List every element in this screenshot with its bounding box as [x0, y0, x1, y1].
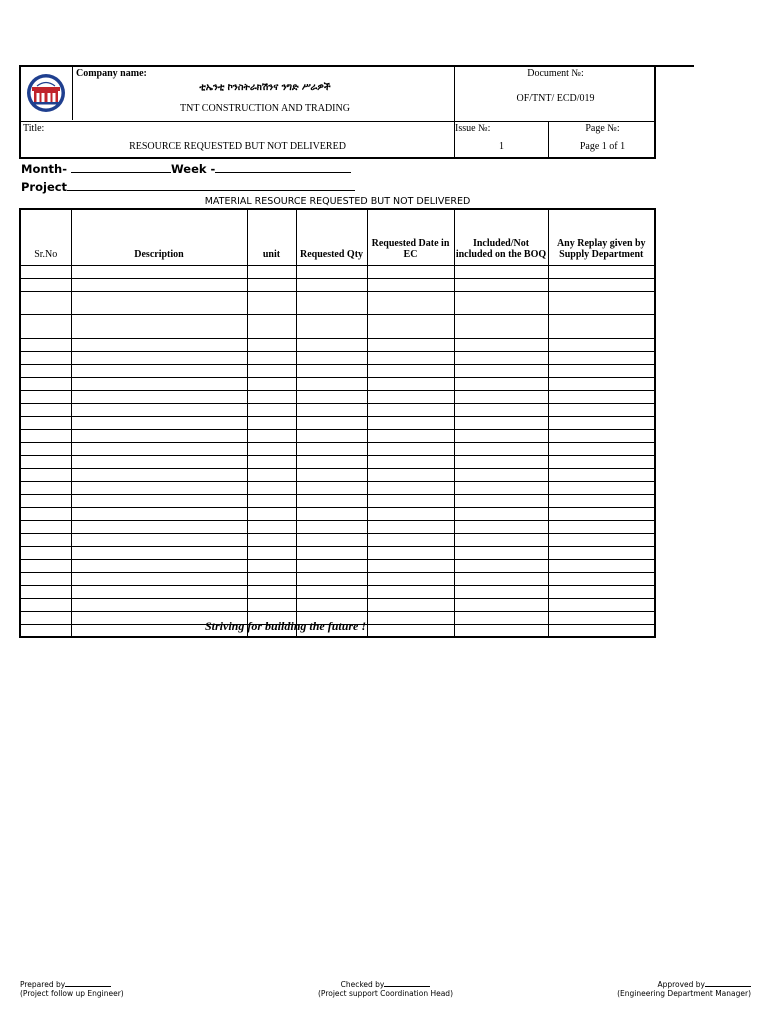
table-cell[interactable]	[548, 416, 655, 429]
table-cell[interactable]	[367, 598, 454, 611]
table-cell[interactable]	[296, 390, 367, 403]
table-cell[interactable]	[247, 455, 296, 468]
table-cell[interactable]	[71, 416, 247, 429]
table-cell[interactable]	[20, 338, 71, 351]
table-cell[interactable]	[454, 585, 548, 598]
table-cell[interactable]	[367, 442, 454, 455]
table-cell[interactable]	[71, 403, 247, 416]
prepared-by-role: (Project follow up Engineer)	[20, 989, 124, 998]
table-cell[interactable]	[71, 351, 247, 364]
table-cell[interactable]	[247, 265, 296, 278]
table-row	[20, 265, 655, 278]
col-header-unit: unit	[247, 209, 296, 265]
table-cell[interactable]	[367, 533, 454, 546]
table-cell[interactable]	[367, 338, 454, 351]
table-cell[interactable]	[454, 455, 548, 468]
table-row	[20, 520, 655, 533]
table-cell[interactable]	[367, 494, 454, 507]
table-cell[interactable]	[20, 572, 71, 585]
table-cell[interactable]	[367, 403, 454, 416]
table-cell[interactable]	[548, 442, 655, 455]
table-row	[20, 403, 655, 416]
table-cell[interactable]	[71, 442, 247, 455]
company-logo	[26, 73, 66, 113]
table-cell[interactable]	[296, 416, 367, 429]
checked-by-signature-line[interactable]	[384, 979, 430, 987]
table-cell[interactable]	[20, 442, 71, 455]
table-cell[interactable]	[247, 338, 296, 351]
table-cell[interactable]	[296, 364, 367, 377]
table-cell[interactable]	[454, 481, 548, 494]
table-cell[interactable]	[71, 390, 247, 403]
table-cell[interactable]	[454, 390, 548, 403]
table-cell[interactable]	[454, 546, 548, 559]
table-cell[interactable]	[247, 429, 296, 442]
table-cell[interactable]	[20, 351, 71, 364]
project-label: Project	[21, 180, 68, 194]
table-cell[interactable]	[296, 377, 367, 390]
table-cell[interactable]	[71, 377, 247, 390]
table-cell[interactable]	[548, 338, 655, 351]
table-cell[interactable]	[454, 598, 548, 611]
table-cell[interactable]	[20, 390, 71, 403]
table-cell[interactable]	[454, 468, 548, 481]
table-cell[interactable]	[454, 507, 548, 520]
table-cell[interactable]	[71, 265, 247, 278]
table-cell[interactable]	[247, 468, 296, 481]
table-cell[interactable]	[247, 598, 296, 611]
table-cell[interactable]	[367, 351, 454, 364]
col-header-requested-date: Requested Date in EC	[367, 209, 454, 265]
table-cell[interactable]	[548, 278, 655, 291]
table-cell[interactable]	[454, 416, 548, 429]
issue-number: 1	[499, 141, 504, 152]
col-header-sr-no: Sr.No	[20, 209, 71, 265]
table-cell[interactable]	[454, 338, 548, 351]
table-cell[interactable]	[20, 429, 71, 442]
table-cell[interactable]	[20, 494, 71, 507]
table-cell[interactable]	[367, 364, 454, 377]
table-cell[interactable]	[247, 520, 296, 533]
table-cell[interactable]	[548, 585, 655, 598]
table-cell[interactable]	[71, 468, 247, 481]
table-cell[interactable]	[20, 265, 71, 278]
table-cell[interactable]	[20, 481, 71, 494]
table-cell[interactable]	[367, 278, 454, 291]
table-cell[interactable]	[296, 338, 367, 351]
table-cell[interactable]	[296, 572, 367, 585]
table-cell[interactable]	[367, 481, 454, 494]
table-cell[interactable]	[367, 572, 454, 585]
table-cell[interactable]	[20, 624, 71, 637]
table-row	[20, 351, 655, 364]
table-cell[interactable]	[247, 390, 296, 403]
table-cell[interactable]	[367, 546, 454, 559]
document-number-label: Document №:	[527, 68, 584, 79]
table-row	[20, 314, 655, 338]
table-cell[interactable]	[247, 572, 296, 585]
table-cell[interactable]	[20, 403, 71, 416]
table-cell[interactable]	[454, 403, 548, 416]
table-row	[20, 364, 655, 377]
col-header-requested-qty: Requested Qty	[296, 209, 367, 265]
table-cell[interactable]	[20, 416, 71, 429]
table-cell[interactable]	[367, 468, 454, 481]
table-cell[interactable]	[367, 429, 454, 442]
table-row	[20, 442, 655, 455]
table-row	[20, 572, 655, 585]
table-cell[interactable]	[71, 291, 247, 314]
checked-by-label: Checked by	[340, 980, 385, 989]
table-row	[20, 598, 655, 611]
page-label: Page №:	[585, 123, 620, 134]
table-cell[interactable]	[296, 533, 367, 546]
table-row	[20, 481, 655, 494]
table-cell[interactable]	[454, 611, 548, 624]
table-cell[interactable]	[71, 598, 247, 611]
table-row	[20, 278, 655, 291]
table-cell[interactable]	[296, 278, 367, 291]
table-cell[interactable]	[71, 559, 247, 572]
table-cell[interactable]	[367, 314, 454, 338]
table-cell[interactable]	[71, 364, 247, 377]
table-cell[interactable]	[71, 494, 247, 507]
table-cell[interactable]	[20, 455, 71, 468]
title-label: Title:	[23, 123, 45, 134]
table-cell[interactable]	[548, 481, 655, 494]
table-cell[interactable]	[548, 624, 655, 637]
table-row	[20, 416, 655, 429]
table-cell[interactable]	[548, 314, 655, 338]
table-cell[interactable]	[367, 624, 454, 637]
table-cell[interactable]	[296, 598, 367, 611]
table-cell[interactable]	[20, 364, 71, 377]
table-cell[interactable]	[247, 351, 296, 364]
table-cell[interactable]	[548, 455, 655, 468]
table-row	[20, 585, 655, 598]
prepared-by-label: Prepared by	[20, 980, 66, 989]
table-cell[interactable]	[454, 265, 548, 278]
table-cell[interactable]	[296, 291, 367, 314]
month-label: Month-	[21, 162, 67, 176]
table-cell[interactable]	[247, 559, 296, 572]
company-name-amharic: ቲኤንቲ ኮንስትራክሽንና ንግድ ሥራዎች	[199, 82, 331, 93]
table-cell[interactable]	[454, 442, 548, 455]
table-cell[interactable]	[548, 390, 655, 403]
table-cell[interactable]	[548, 520, 655, 533]
table-cell[interactable]	[548, 546, 655, 559]
table-cell[interactable]	[548, 403, 655, 416]
table-cell[interactable]	[20, 559, 71, 572]
table-cell[interactable]	[296, 314, 367, 338]
table-cell[interactable]	[548, 468, 655, 481]
table-cell[interactable]	[296, 494, 367, 507]
table-cell[interactable]	[548, 507, 655, 520]
table-cell[interactable]	[20, 611, 71, 624]
table-cell[interactable]	[71, 455, 247, 468]
table-cell[interactable]	[20, 314, 71, 338]
table-row	[20, 559, 655, 572]
table-cell[interactable]	[367, 611, 454, 624]
table-cell[interactable]	[247, 546, 296, 559]
header-row-divider	[21, 121, 654, 122]
document-header	[19, 65, 656, 159]
company-name-english: TNT CONSTRUCTION AND TRADING	[180, 103, 350, 114]
col-header-included-boq: Included/Not included on the BOQ	[454, 209, 548, 265]
table-cell[interactable]	[296, 507, 367, 520]
table-cell[interactable]	[71, 585, 247, 598]
table-cell[interactable]	[454, 624, 548, 637]
table-cell[interactable]	[71, 572, 247, 585]
table-cell[interactable]	[454, 572, 548, 585]
table-cell[interactable]	[247, 585, 296, 598]
table-cell[interactable]	[296, 351, 367, 364]
table-cell[interactable]	[296, 429, 367, 442]
table-row	[20, 507, 655, 520]
table-header-row	[20, 209, 655, 265]
table-cell[interactable]	[247, 494, 296, 507]
table-cell[interactable]	[454, 429, 548, 442]
table-row	[20, 377, 655, 390]
table-cell[interactable]	[296, 265, 367, 278]
table-cell[interactable]	[548, 572, 655, 585]
table-cell[interactable]	[367, 520, 454, 533]
page-number: Page 1 of 1	[579, 141, 626, 152]
table-cell[interactable]	[454, 494, 548, 507]
table-body	[20, 265, 655, 637]
logo-divider	[72, 67, 73, 120]
table-cell[interactable]	[71, 429, 247, 442]
table-cell[interactable]	[296, 559, 367, 572]
approved-by-role: (Engineering Department Manager)	[617, 989, 751, 998]
table-cell[interactable]	[20, 468, 71, 481]
table-cell[interactable]	[454, 291, 548, 314]
table-cell[interactable]	[247, 533, 296, 546]
table-cell[interactable]	[548, 559, 655, 572]
table-cell[interactable]	[548, 351, 655, 364]
table-cell[interactable]	[71, 481, 247, 494]
table-cell[interactable]	[71, 278, 247, 291]
table-row	[20, 494, 655, 507]
table-cell[interactable]	[367, 559, 454, 572]
table-cell[interactable]	[20, 520, 71, 533]
document-title: RESOURCE REQUESTED BUT NOT DELIVERED	[129, 141, 346, 152]
table-cell[interactable]	[247, 364, 296, 377]
table-cell[interactable]	[296, 442, 367, 455]
table-cell[interactable]	[367, 377, 454, 390]
week-label: Week -	[171, 162, 216, 176]
table-caption: MATERIAL RESOURCE REQUESTED BUT NOT DELIVERED	[204, 196, 471, 207]
table-cell[interactable]	[548, 533, 655, 546]
company-slogan: Striving for building the future !	[205, 619, 367, 633]
table-cell[interactable]	[247, 291, 296, 314]
table-cell[interactable]	[296, 455, 367, 468]
table-cell[interactable]	[367, 507, 454, 520]
table-cell[interactable]	[367, 585, 454, 598]
table-cell[interactable]	[367, 416, 454, 429]
table-cell[interactable]	[548, 291, 655, 314]
col-header-description: Description	[71, 209, 247, 265]
table-cell[interactable]	[296, 585, 367, 598]
table-cell[interactable]	[247, 442, 296, 455]
issue-label: Issue №:	[455, 123, 491, 134]
table-cell[interactable]	[454, 314, 548, 338]
table-cell[interactable]	[247, 507, 296, 520]
table-row	[20, 390, 655, 403]
table-cell[interactable]	[71, 507, 247, 520]
table-row	[20, 455, 655, 468]
table-cell[interactable]	[247, 377, 296, 390]
table-cell[interactable]	[71, 533, 247, 546]
table-cell[interactable]	[296, 520, 367, 533]
table-cell[interactable]	[71, 338, 247, 351]
table-cell[interactable]	[548, 598, 655, 611]
table-cell[interactable]	[367, 265, 454, 278]
table-cell[interactable]	[296, 403, 367, 416]
table-row	[20, 291, 655, 314]
prepared-by-block	[20, 979, 124, 998]
table-row	[20, 338, 655, 351]
table-cell[interactable]	[548, 265, 655, 278]
document-number: OF/TNT/ ECD/019	[516, 93, 595, 104]
table-cell[interactable]	[247, 278, 296, 291]
table-cell[interactable]	[548, 377, 655, 390]
table-cell[interactable]	[20, 377, 71, 390]
table-cell[interactable]	[20, 278, 71, 291]
approved-by-block	[617, 979, 751, 998]
table-cell[interactable]	[247, 403, 296, 416]
table-cell[interactable]	[454, 559, 548, 572]
table-cell[interactable]	[71, 520, 247, 533]
project-line	[21, 178, 355, 194]
table-cell[interactable]	[20, 507, 71, 520]
table-cell[interactable]	[20, 598, 71, 611]
table-cell[interactable]	[20, 546, 71, 559]
table-row	[20, 429, 655, 442]
month-week-line	[21, 160, 351, 176]
table-cell[interactable]	[296, 481, 367, 494]
table-cell[interactable]	[454, 278, 548, 291]
approved-by-signature-line[interactable]	[705, 979, 751, 987]
table-cell[interactable]	[548, 494, 655, 507]
approved-by-label: Approved by	[657, 980, 705, 989]
table-cell[interactable]	[454, 351, 548, 364]
table-cell[interactable]	[20, 533, 71, 546]
table-cell[interactable]	[247, 416, 296, 429]
table-cell[interactable]	[548, 611, 655, 624]
table-cell[interactable]	[71, 314, 247, 338]
table-row	[20, 533, 655, 546]
table-cell[interactable]	[548, 429, 655, 442]
table-cell[interactable]	[454, 533, 548, 546]
table-cell[interactable]	[367, 455, 454, 468]
table-cell[interactable]	[367, 390, 454, 403]
table-cell[interactable]	[247, 481, 296, 494]
table-cell[interactable]	[20, 291, 71, 314]
week-field[interactable]	[215, 160, 351, 173]
table-cell[interactable]	[454, 364, 548, 377]
prepared-by-signature-line[interactable]	[65, 979, 111, 987]
table-cell[interactable]	[247, 314, 296, 338]
checked-by-block	[318, 979, 453, 998]
project-field[interactable]	[67, 178, 355, 191]
month-field[interactable]	[71, 160, 171, 173]
checked-by-role: (Project support Coordination Head)	[318, 989, 453, 998]
table-cell[interactable]	[454, 377, 548, 390]
table-cell[interactable]	[367, 291, 454, 314]
company-label: Company name:	[76, 68, 147, 79]
material-resource-table	[19, 208, 656, 638]
company-logo-icon	[26, 73, 66, 113]
table-cell[interactable]	[71, 546, 247, 559]
table-row	[20, 468, 655, 481]
col-header-supply-reply: Any Replay given by Supply Department	[548, 209, 655, 265]
table-cell[interactable]	[454, 520, 548, 533]
top-rule	[654, 65, 694, 67]
table-cell[interactable]	[20, 585, 71, 598]
table-cell[interactable]	[548, 364, 655, 377]
table-cell[interactable]	[296, 546, 367, 559]
table-row	[20, 546, 655, 559]
table-cell[interactable]	[296, 468, 367, 481]
